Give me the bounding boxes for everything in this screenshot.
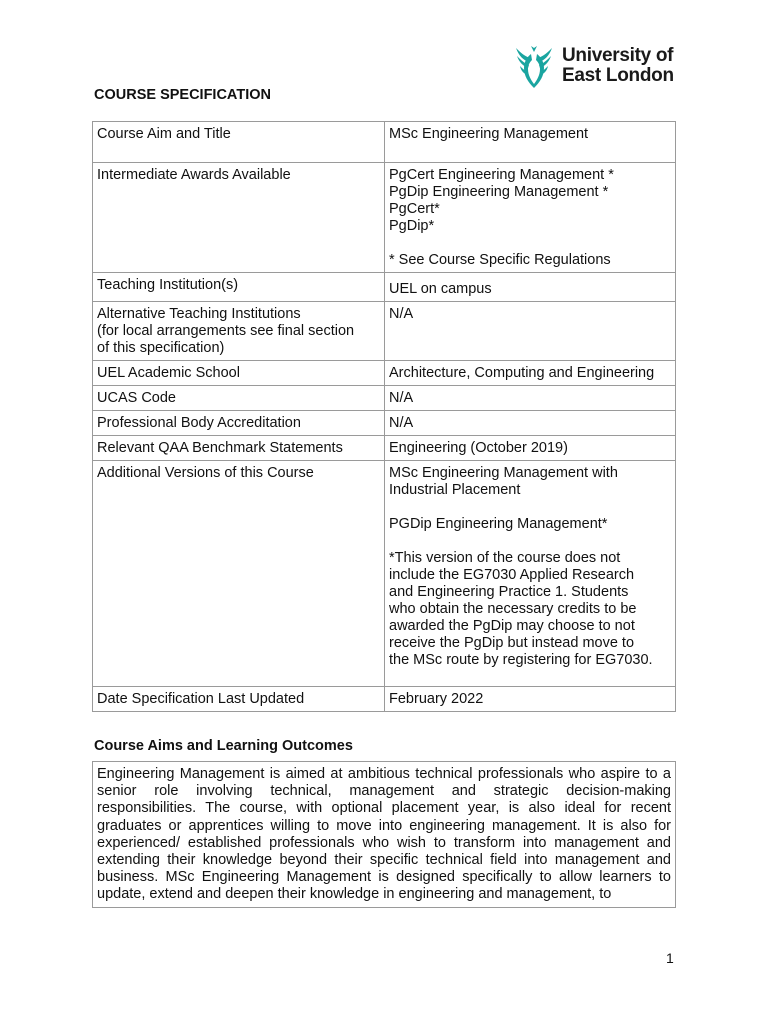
row-value: February 2022 <box>385 687 676 712</box>
row-value: N/A <box>385 302 676 361</box>
row-value: N/A <box>385 386 676 411</box>
row-label: Relevant QAA Benchmark Statements <box>93 436 385 461</box>
row-label: Alternative Teaching Institutions (for local arrangements see final section of this specification) <box>93 302 385 361</box>
row-value: MSc Engineering Management with Industrial Placement PGDip Engineering Management* *This version of the course does not include the EG7030 Applied Research and Engineering Practice 1. Students who obtain the necessary credits to be awarded the PgDip may choose to not receive the PgDip but instead move to the MSc route by registering for EG7030. <box>385 461 676 687</box>
row-label: Date Specification Last Updated <box>93 687 385 712</box>
row-value: Architecture, Computing and Engineering <box>385 361 676 386</box>
university-logo <box>514 42 684 90</box>
aims-body-text: Engineering Management is aimed at ambitious technical professionals who aspire to a senior role involving technical, management and strategic decision-making responsibilities. The course, with optional placement year, is also ideal for recent graduates or apprentices willing to move into engineering management. It is also for experienced/ established professionals who wish to transform into management and extending their knowledge beyond their specific technical field into management and business. MSc Engineering Management is designed specifically to allow learners to update, extend and deepen their knowledge in engineering and management, to <box>97 766 671 903</box>
row-value: MSc Engineering Management <box>385 122 676 163</box>
logo-line-1: University of <box>562 45 674 66</box>
table-row <box>93 436 676 461</box>
table-row <box>93 163 676 273</box>
table-row <box>93 687 676 712</box>
aims-heading: Course Aims and Learning Outcomes <box>94 738 353 754</box>
page-number: 1 <box>666 950 674 966</box>
row-label: Additional Versions of this Course <box>93 461 385 687</box>
row-value: UEL on campus <box>385 273 676 302</box>
row-label: Professional Body Accreditation <box>93 411 385 436</box>
table-row <box>93 361 676 386</box>
table-row <box>93 386 676 411</box>
table-row <box>93 461 676 687</box>
row-label: Course Aim and Title <box>93 122 385 163</box>
uel-crest-icon <box>514 42 554 90</box>
table-row <box>93 302 676 361</box>
table-row <box>93 122 676 163</box>
row-value: N/A <box>385 411 676 436</box>
row-value: PgCert Engineering Management * PgDip Engineering Management * PgCert* PgDip* * See Course Specific Regulations <box>385 163 676 273</box>
row-label: Intermediate Awards Available <box>93 163 385 273</box>
logo-line-2: East London <box>562 65 674 86</box>
table-row <box>93 411 676 436</box>
row-label: UCAS Code <box>93 386 385 411</box>
logo-wordmark <box>562 46 674 86</box>
row-label: UEL Academic School <box>93 361 385 386</box>
row-value: Engineering (October 2019) <box>385 436 676 461</box>
course-spec-table <box>92 121 676 712</box>
document-heading: COURSE SPECIFICATION <box>94 87 271 103</box>
table-row <box>93 273 676 302</box>
row-label: Teaching Institution(s) <box>93 273 385 302</box>
aims-text-box <box>92 761 676 908</box>
